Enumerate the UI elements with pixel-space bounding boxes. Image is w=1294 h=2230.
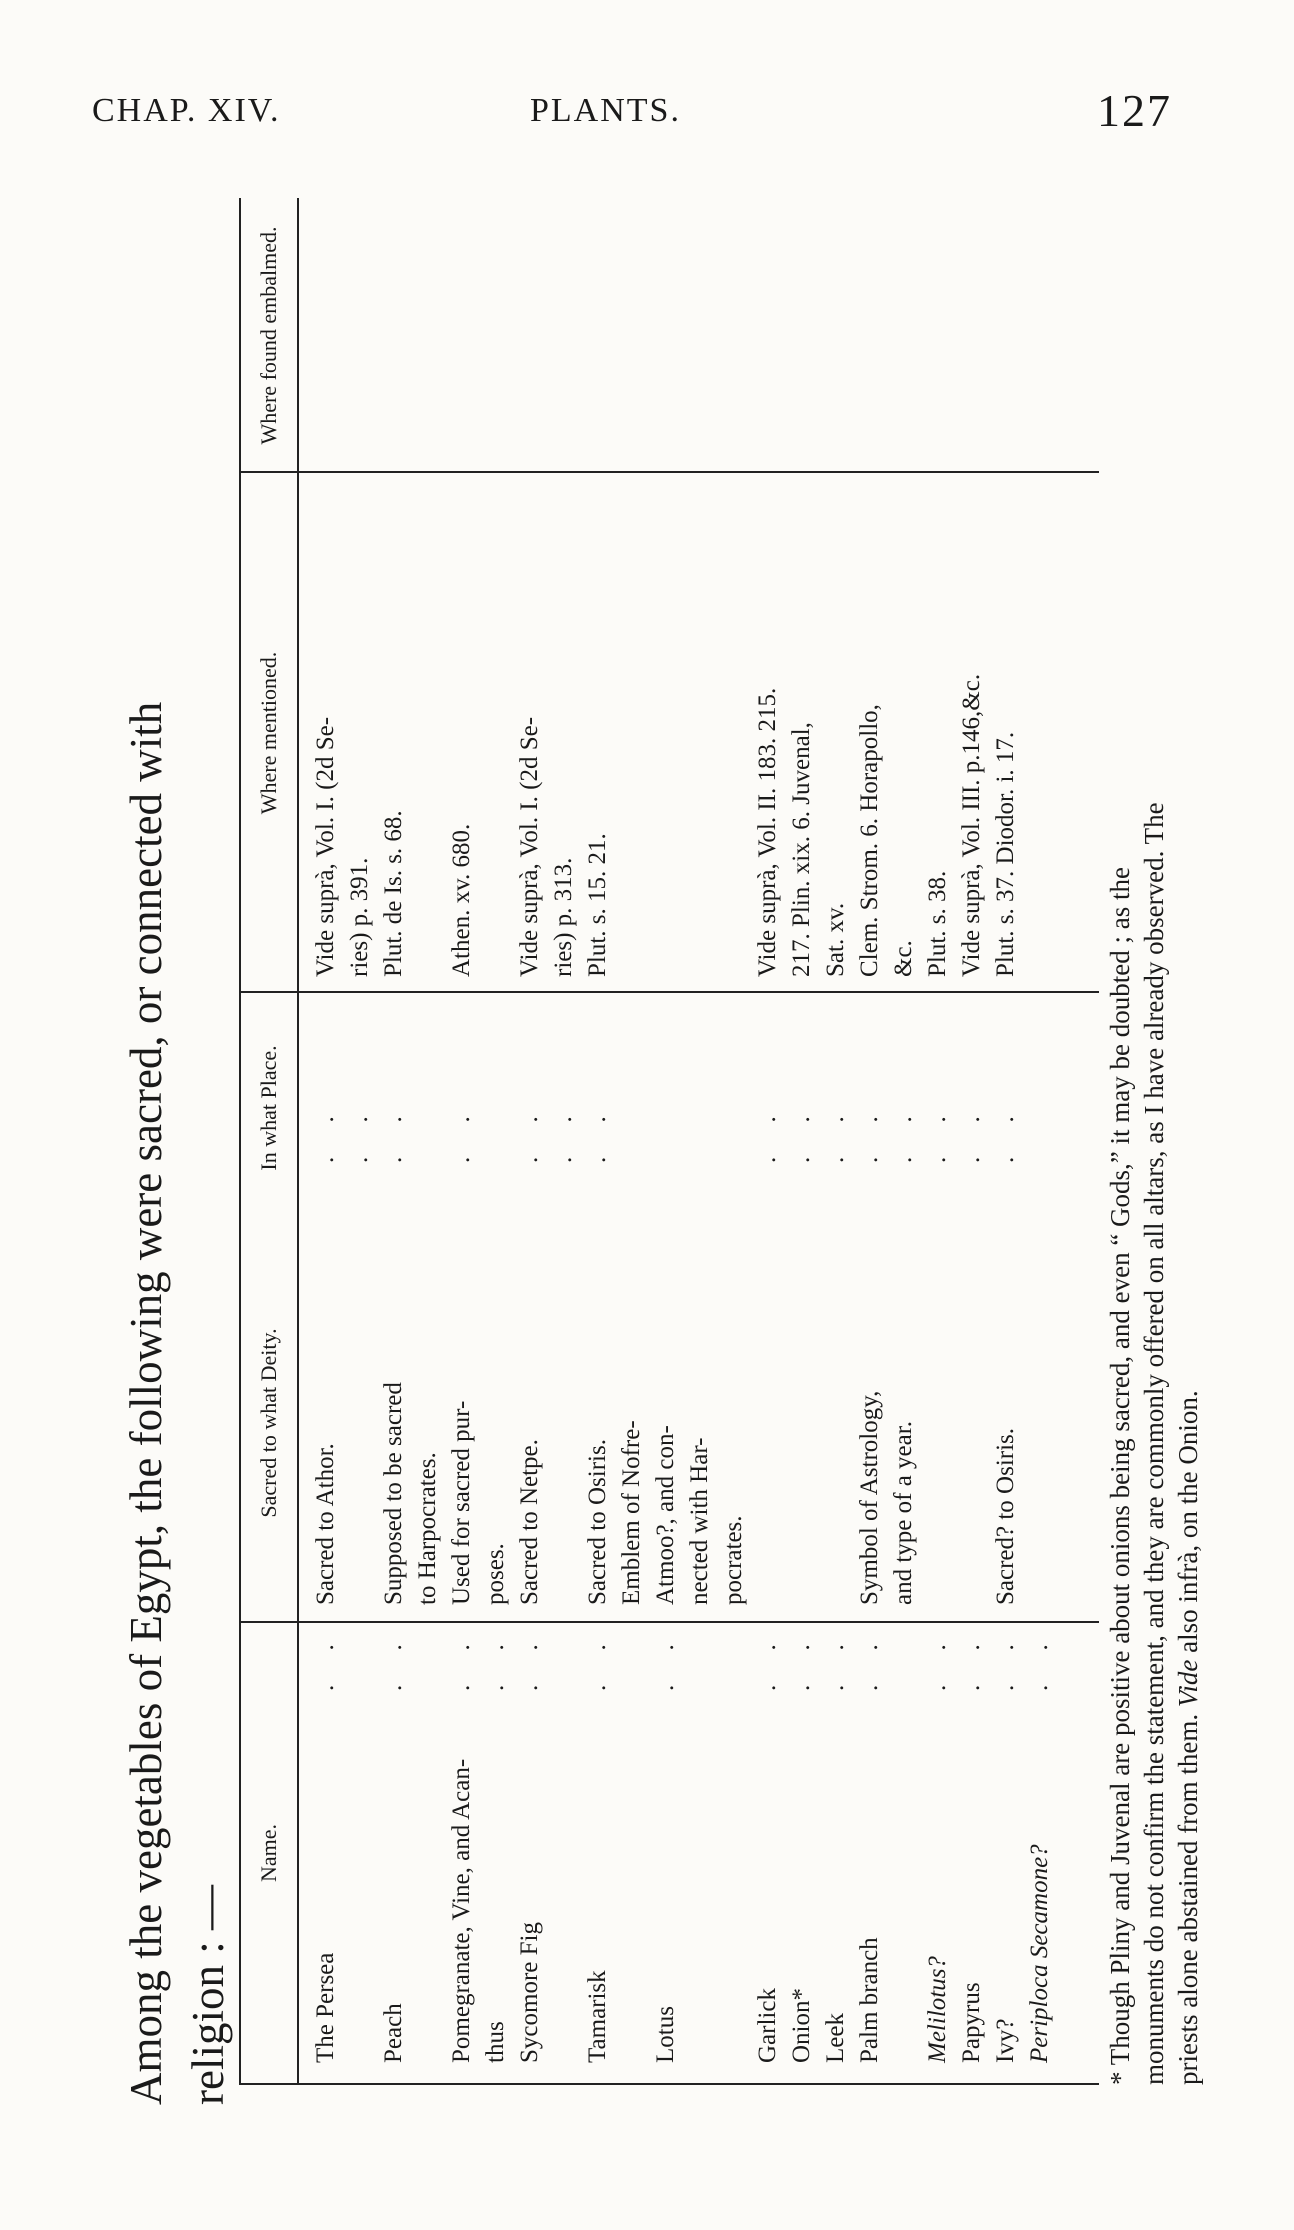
cell-deity: and type of a year. (890, 1421, 917, 1605)
cell-deity: Sacred to Osiris. (584, 1439, 611, 1605)
place-dots: . . (550, 1102, 577, 1163)
chapter-label: CHAP. XIV. (92, 92, 281, 129)
cell-mentioned: Clem. Strom. 6. Horapollo, (856, 704, 883, 977)
header-deity: Sacred to what Deity. (256, 1328, 281, 1518)
cell-deity: Emblem of Nofre- (618, 1420, 645, 1605)
page-section-title: PLANTS. (530, 92, 681, 129)
header-mentioned: Where mentioned. (256, 651, 281, 815)
header-name: Name. (256, 1823, 281, 1883)
intro-line-1: Among the vegetables of Egypt, the following were sacred, or connected with (121, 701, 171, 2105)
leader-dots: . . (652, 1630, 679, 1691)
rotated-page-content (115, 145, 1203, 2105)
column-rule (241, 991, 1099, 993)
cell-deity: nected with Har- (686, 1437, 713, 1605)
cell-mentioned: Plut. s. 15. 21. (584, 833, 611, 977)
place-dots: . . (346, 1102, 373, 1163)
cell-name: Tamarisk (584, 1970, 611, 2063)
cell-mentioned: Plut. de Is. s. 68. (380, 810, 407, 977)
footnote-line-2: monuments do not confirm the statement, and they are commonly offered on all altars, as I have already observed. The (1139, 802, 1169, 2085)
leader-dots: . . (924, 1630, 951, 1691)
header-embalmed: Where found embalmed. (256, 226, 281, 445)
place-dots: . . (788, 1102, 815, 1163)
cell-mentioned: Vide suprà, Vol. I. (2d Se- (312, 716, 339, 977)
place-dots: . . (822, 1102, 849, 1163)
leader-dots: . . (312, 1630, 339, 1691)
footnote-line-3 (1171, 185, 1205, 2085)
cell-mentioned: Vide suprà, Vol. I. (2d Se- (516, 716, 543, 977)
place-dots: . . (754, 1102, 781, 1163)
place-dots: . . (856, 1102, 883, 1163)
cell-name: thus (482, 2021, 509, 2063)
leader-dots: . . (516, 1630, 543, 1691)
column-rule (241, 1621, 1099, 1623)
cell-deity: Sacred to Athor. (312, 1443, 339, 1605)
column-rule (241, 471, 1099, 473)
cell-mentioned: Vide suprà, Vol. II. 183. 215. (754, 687, 781, 977)
cell-mentioned: &c. (890, 940, 917, 977)
cell-name: Ivy? (992, 2018, 1019, 2063)
cell-deity: Sacred to Netpe. (516, 1439, 543, 1605)
cell-name: Periploca Secamone? (1026, 1844, 1053, 2063)
header-rule (297, 198, 299, 2083)
place-dots: . . (312, 1102, 339, 1163)
cell-deity: Symbol of Astrology, (856, 1390, 883, 1605)
cell-name: Onion* (788, 1988, 815, 2063)
cell-name: Lotus (652, 2006, 679, 2063)
cell-mentioned: 217. Plin. xix. 6. Juvenal, (788, 722, 815, 977)
cell-mentioned: ries) p. 313. (550, 857, 577, 977)
place-dots: . . (890, 1102, 917, 1163)
cell-name: Leek (822, 2013, 849, 2063)
cell-mentioned: Athen. xv. 680. (448, 823, 475, 977)
cell-mentioned: ries) p. 391. (346, 857, 373, 977)
place-dots: . . (380, 1102, 407, 1163)
cell-name: Palm branch (856, 1937, 883, 2063)
place-dots: . . (516, 1102, 543, 1163)
cell-deity: Supposed to be sacred (380, 1382, 407, 1605)
running-head (92, 84, 1172, 134)
leader-dots: . . (584, 1630, 611, 1691)
place-dots: . . (448, 1102, 475, 1163)
cell-name: The Persea (312, 1952, 339, 2063)
header-place: In what Place. (256, 1045, 281, 1171)
leader-dots: . . (856, 1630, 883, 1691)
cell-name: Melilotus? (924, 1956, 951, 2063)
place-dots: . . (992, 1102, 1019, 1163)
cell-name: Sycomore Fig (516, 1922, 543, 2063)
intro-line-2: religion : — (183, 1885, 233, 2105)
footnote (1103, 185, 1205, 2085)
place-dots: . . (584, 1102, 611, 1163)
place-dots: . . (958, 1102, 985, 1163)
cell-mentioned: Plut. s. 37. Diodor. i. 17. (992, 731, 1019, 977)
cell-mentioned: Vide suprà, Vol. III. p.146,&c. (958, 673, 985, 977)
cell-mentioned: Plut. s. 38. (924, 870, 951, 977)
footnote-line-3-end: also infrà, on the Onion. (1173, 1390, 1203, 1660)
cell-deity: Used for sacred pur- (448, 1400, 475, 1605)
leader-dots: . . (992, 1630, 1019, 1691)
sacred-plants-table (239, 198, 1099, 2085)
footnote-line-1: * Though Pliny and Juvenal are positive about onions being sacred, and even “ Gods,” it may be doubted ; as the (1105, 867, 1135, 2085)
leader-dots: . . (1026, 1630, 1053, 1691)
cell-name: Garlick (754, 1988, 781, 2063)
leader-dots: . . (754, 1630, 781, 1691)
footnote-line-3-start: priests alone abstained from them. (1173, 1713, 1203, 2085)
cell-name: Peach (380, 2003, 407, 2063)
leader-dots: . . (958, 1630, 985, 1691)
cell-deity: Atmoo?, and con- (652, 1425, 679, 1605)
cell-deity: poses. (482, 1543, 509, 1605)
leader-dots: . . (448, 1630, 475, 1691)
leader-dots: . . (380, 1630, 407, 1691)
leader-dots: . . (788, 1630, 815, 1691)
footnote-vide: Vide (1173, 1659, 1203, 1708)
leader-dots: . . (822, 1630, 849, 1691)
place-dots: . . (924, 1102, 951, 1163)
leader-dots: . . (482, 1630, 509, 1691)
cell-deity: Sacred? to Osiris. (992, 1427, 1019, 1605)
cell-deity: pocrates. (720, 1515, 747, 1605)
cell-mentioned: Sat. xv. (822, 902, 849, 977)
cell-name: Papyrus (958, 1982, 985, 2063)
cell-name: Pomegranate, Vine, and Acan- (448, 1758, 475, 2063)
page-number: 127 (1097, 85, 1172, 136)
cell-deity: to Harpocrates. (414, 1452, 441, 1605)
